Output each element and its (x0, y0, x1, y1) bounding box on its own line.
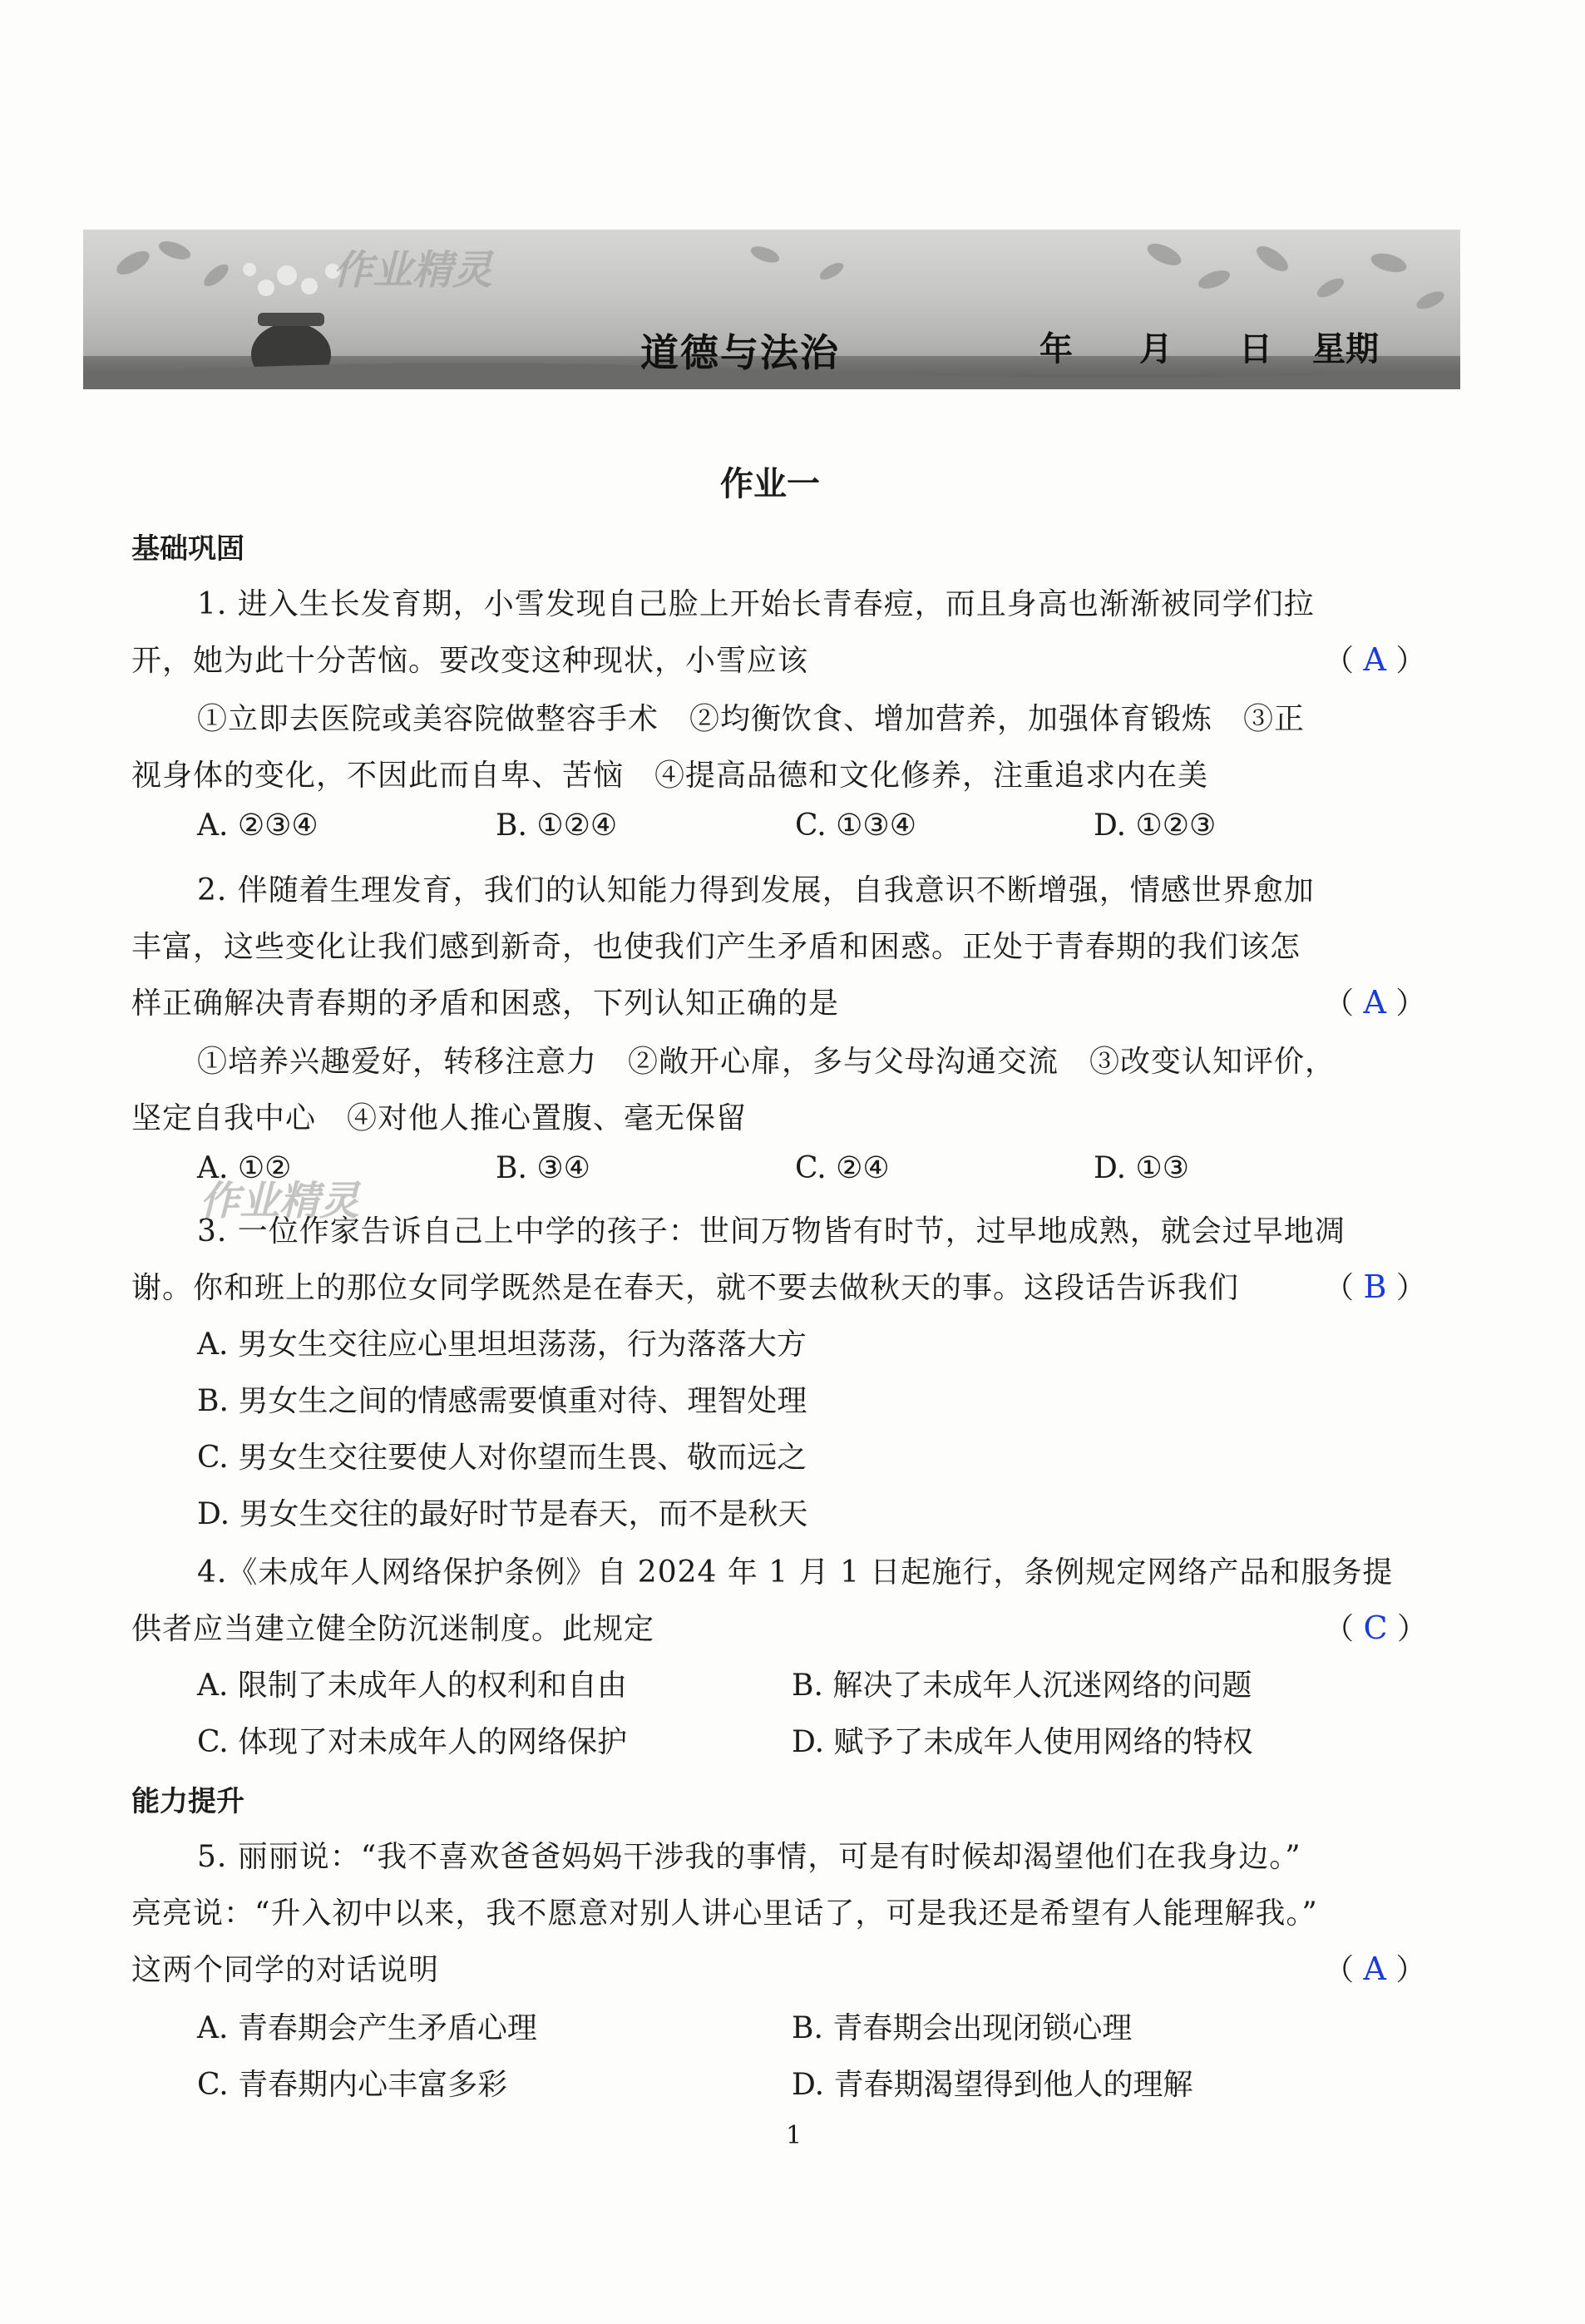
watermark-text-2: 作业精灵 (200, 1178, 360, 1224)
q3-option-c: C. 男女生交往要使人对你望而生畏、敬而远之 (197, 1441, 807, 1475)
q5-answer: A (1363, 1951, 1386, 1987)
q2-option-c: C. ②④ (795, 1151, 890, 1185)
q3-option-b: B. 男女生之间的情感需要慎重对待、理智处理 (197, 1384, 807, 1418)
q4-option-a: A. 限制了未成年人的权利和自由 (197, 1669, 627, 1703)
q2-line-5: 坚定自我中心 ④对他人推心置腹、毫无保留 (131, 1101, 748, 1135)
q3-option-d: D. 男女生交往的最好时节是春天，而不是秋天 (197, 1497, 808, 1531)
q4-line-1: 4.《未成年人网络保护条例》自 2024 年 1 月 1 日起施行，条例规定网络产品和服务提 (197, 1555, 1394, 1590)
section-heading-advanced: 能力提升 (131, 1785, 244, 1818)
q1-line-3: ①立即去医院或美容院做整容手术 ②均衡饮食、增加营养，加强体育锻炼 ③正 (197, 702, 1306, 736)
date-year-label: 年 (1039, 329, 1073, 368)
q2-option-a: A. ①② (197, 1151, 292, 1185)
header-banner (83, 230, 1460, 389)
q1-option-b: B. ①②④ (496, 808, 618, 843)
q5-option-a: A. 青春期会产生矛盾心理 (197, 2011, 537, 2045)
q2-answer: A (1363, 984, 1386, 1021)
q5-option-c: C. 青春期内心丰富多彩 (197, 2068, 508, 2102)
q4-line-2: 供者应当建立健全防沉迷制度。此规定 (131, 1612, 655, 1646)
q2-option-b: B. ③④ (496, 1151, 590, 1185)
q3-option-a: A. 男女生交往应心里坦坦荡荡，行为落落大方 (197, 1328, 807, 1362)
q3-answer: B (1363, 1268, 1387, 1305)
q1-option-a: A. ②③④ (197, 808, 318, 843)
q2-line-4: ①培养兴趣爱好，转移注意力 ②敞开心扉，多与父母沟通交流 ③改变认知评价， (197, 1045, 1336, 1079)
q2-line-1: 2. 伴随着生理发育，我们的认知能力得到发展，自我意识不断增强，情感世界愈加 (197, 873, 1315, 907)
q2-line-2: 丰富，这些变化让我们感到新奇，也使我们产生矛盾和困惑。正处于青春期的我们该怎 (131, 930, 1301, 964)
q4-option-b: B. 解决了未成年人沉迷网络的问题 (792, 1669, 1252, 1703)
q5-line-1: 5. 丽丽说：“我不喜欢爸爸妈妈干涉我的事情，可是有时候却渴望他们在我身边。” (197, 1840, 1301, 1874)
q1-option-c: C. ①③④ (795, 808, 916, 843)
q1-option-d: D. ①②③ (1094, 808, 1217, 843)
q5-line-3: 这两个同学的对话说明 (131, 1953, 440, 1987)
page-number: 1 (786, 2121, 802, 2150)
q2-line-3: 样正确解决青春期的矛盾和困惑，下列认知正确的是 (131, 986, 840, 1021)
q1-line-1: 1. 进入生长发育期，小雪发现自己脸上开始长青春痘，而且身高也渐渐被同学们拉 (197, 587, 1315, 621)
date-weekday-label: 星期 (1312, 329, 1379, 368)
q1-line-4: 视身体的变化，不因此而自卑、苦恼 ④提高品德和文化修养，注重追求内在美 (131, 759, 1209, 793)
q4-option-c: C. 体现了对未成年人的网络保护 (197, 1725, 628, 1759)
watermark-text: 作业精灵 (333, 247, 493, 294)
q2-answer-bracket: （ A ） (1324, 984, 1426, 1021)
q5-option-b: B. 青春期会出现闭锁心理 (792, 2011, 1133, 2045)
q4-answer: C (1363, 1609, 1388, 1646)
q3-line-2: 谢。你和班上的那位女同学既然是在春天，就不要去做秋天的事。这段话告诉我们 (131, 1271, 1240, 1305)
q1-line-2: 开，她为此十分苦恼。要改变这种现状，小雪应该 (131, 644, 809, 678)
q5-line-2: 亮亮说：“升入初中以来，我不愿意对别人讲心里话了，可是我还是希望有人能理解我。” (131, 1896, 1318, 1931)
subject-title: 道德与法治 (640, 330, 840, 375)
q1-answer: A (1363, 641, 1386, 678)
page-title: 作业一 (720, 464, 820, 503)
q1-answer-bracket: （ A ） (1324, 641, 1426, 678)
date-day-label: 日 (1239, 329, 1272, 368)
q3-line-1: 3. 一位作家告诉自己上中学的孩子：世间万物皆有时节，过早地成熟，就会过早地凋 (197, 1214, 1346, 1249)
q4-answer-bracket: （ C ） (1324, 1609, 1427, 1646)
section-heading-basic: 基础巩固 (131, 532, 244, 566)
q4-option-d: D. 赋予了未成年人使用网络的特权 (792, 1725, 1253, 1759)
q5-answer-bracket: （ A ） (1324, 1951, 1426, 1987)
q5-option-d: D. 青春期渴望得到他人的理解 (792, 2068, 1193, 2102)
date-month-label: 月 (1139, 329, 1173, 368)
q3-answer-bracket: （ B ） (1324, 1268, 1426, 1305)
q2-option-d: D. ①③ (1094, 1151, 1190, 1185)
